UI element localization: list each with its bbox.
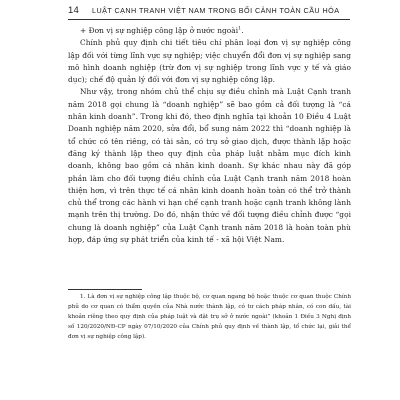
footnote-reference[interactable]: 1 bbox=[238, 26, 242, 32]
page-number: 14 bbox=[68, 5, 79, 16]
paragraph-bullet bbox=[68, 25, 351, 37]
body-text bbox=[68, 25, 351, 246]
running-header bbox=[68, 5, 350, 20]
paragraph-government-regulation: Chính phủ quy định chi tiết tiêu chí phân loại đơn vị sự nghiệp công lập đối với từng lĩnh vực sự nghiệp; việc chuyển đổi đơn vị sự nghiệp sang mô hình doanh nghiệp (trừ đơn vị sự nghiệp trong lĩnh vực y tế và giáo dục); chế độ quản lý đối với đơn vị sự nghiệp công lập. bbox=[68, 38, 351, 85]
footnote: 1. Là đơn vị sự nghiệp công lập thuộc bộ, cơ quan ngang bộ hoặc thuộc cơ quan thuộc Chính phủ do cơ quan có thẩm quyền của Nhà nước thành lập, có tư cách pháp nhân, có con dấu, tài khoản riêng theo quy định của pháp luật và đặt trụ sở ở nước ngoài” (khoản 1 Điều 3 Nghị định số 120/2020/NĐ-CP ngày 07/10/2020 của Chính phủ quy định về thành lập, tổ chức lại, giải thể đơn vị sự nghiệp công lập). bbox=[68, 294, 351, 340]
running-title: LUẬT CẠNH TRANH VIỆT NAM TRONG BỐI CẢNH TOÀN CẦU HÓA bbox=[92, 6, 340, 15]
paragraph-bullet-end: . bbox=[241, 26, 244, 35]
paragraph-bullet-text: + Đơn vị sự nghiệp công lập ở nước ngoài bbox=[80, 26, 239, 35]
footnote-divider bbox=[68, 289, 142, 290]
paragraph-conclusion: Như vậy, trong nhóm chủ thể chịu sự điều chỉnh mà Luật Cạnh tranh năm 2018 gọi chung là “doanh nghiệp” sẽ bao gồm cả đối tượng là “cá nhân kinh doanh”. Trong khi đó, theo định nghĩa tại khoản 10 Điều 4 Luật Doanh nghiệp năm 2020, sửa đổi, bổ sung năm 2022 thì “doanh nghiệp là tổ chức có tên riêng, có tài sản, có trụ sở giao dịch, được thành lập hoặc đăng ký thành lập theo quy định của pháp luật nhằm mục đích kinh doanh, không bao gồm cá nhân kinh doanh. Sự khác nhau này đã góp phần làm cho đối tượng điều chỉnh của Luật Cạnh tranh năm 2018 hoàn thiện hơn, vì trên thực tế cá nhân kinh doanh hoàn toàn có thể trở thành chủ thể trong các hành vi hạn chế cạnh tranh hoặc cạnh tranh không lành mạnh trên thị trường. Do đó, nhận thức về đối tượng điều chỉnh được “gọi chung là doanh nghiệp” của Luật Cạnh tranh năm 2018 là hoàn toàn phù hợp, đáp ứng sự phát triển của kinh tế - xã hội Việt Nam. bbox=[68, 87, 351, 245]
